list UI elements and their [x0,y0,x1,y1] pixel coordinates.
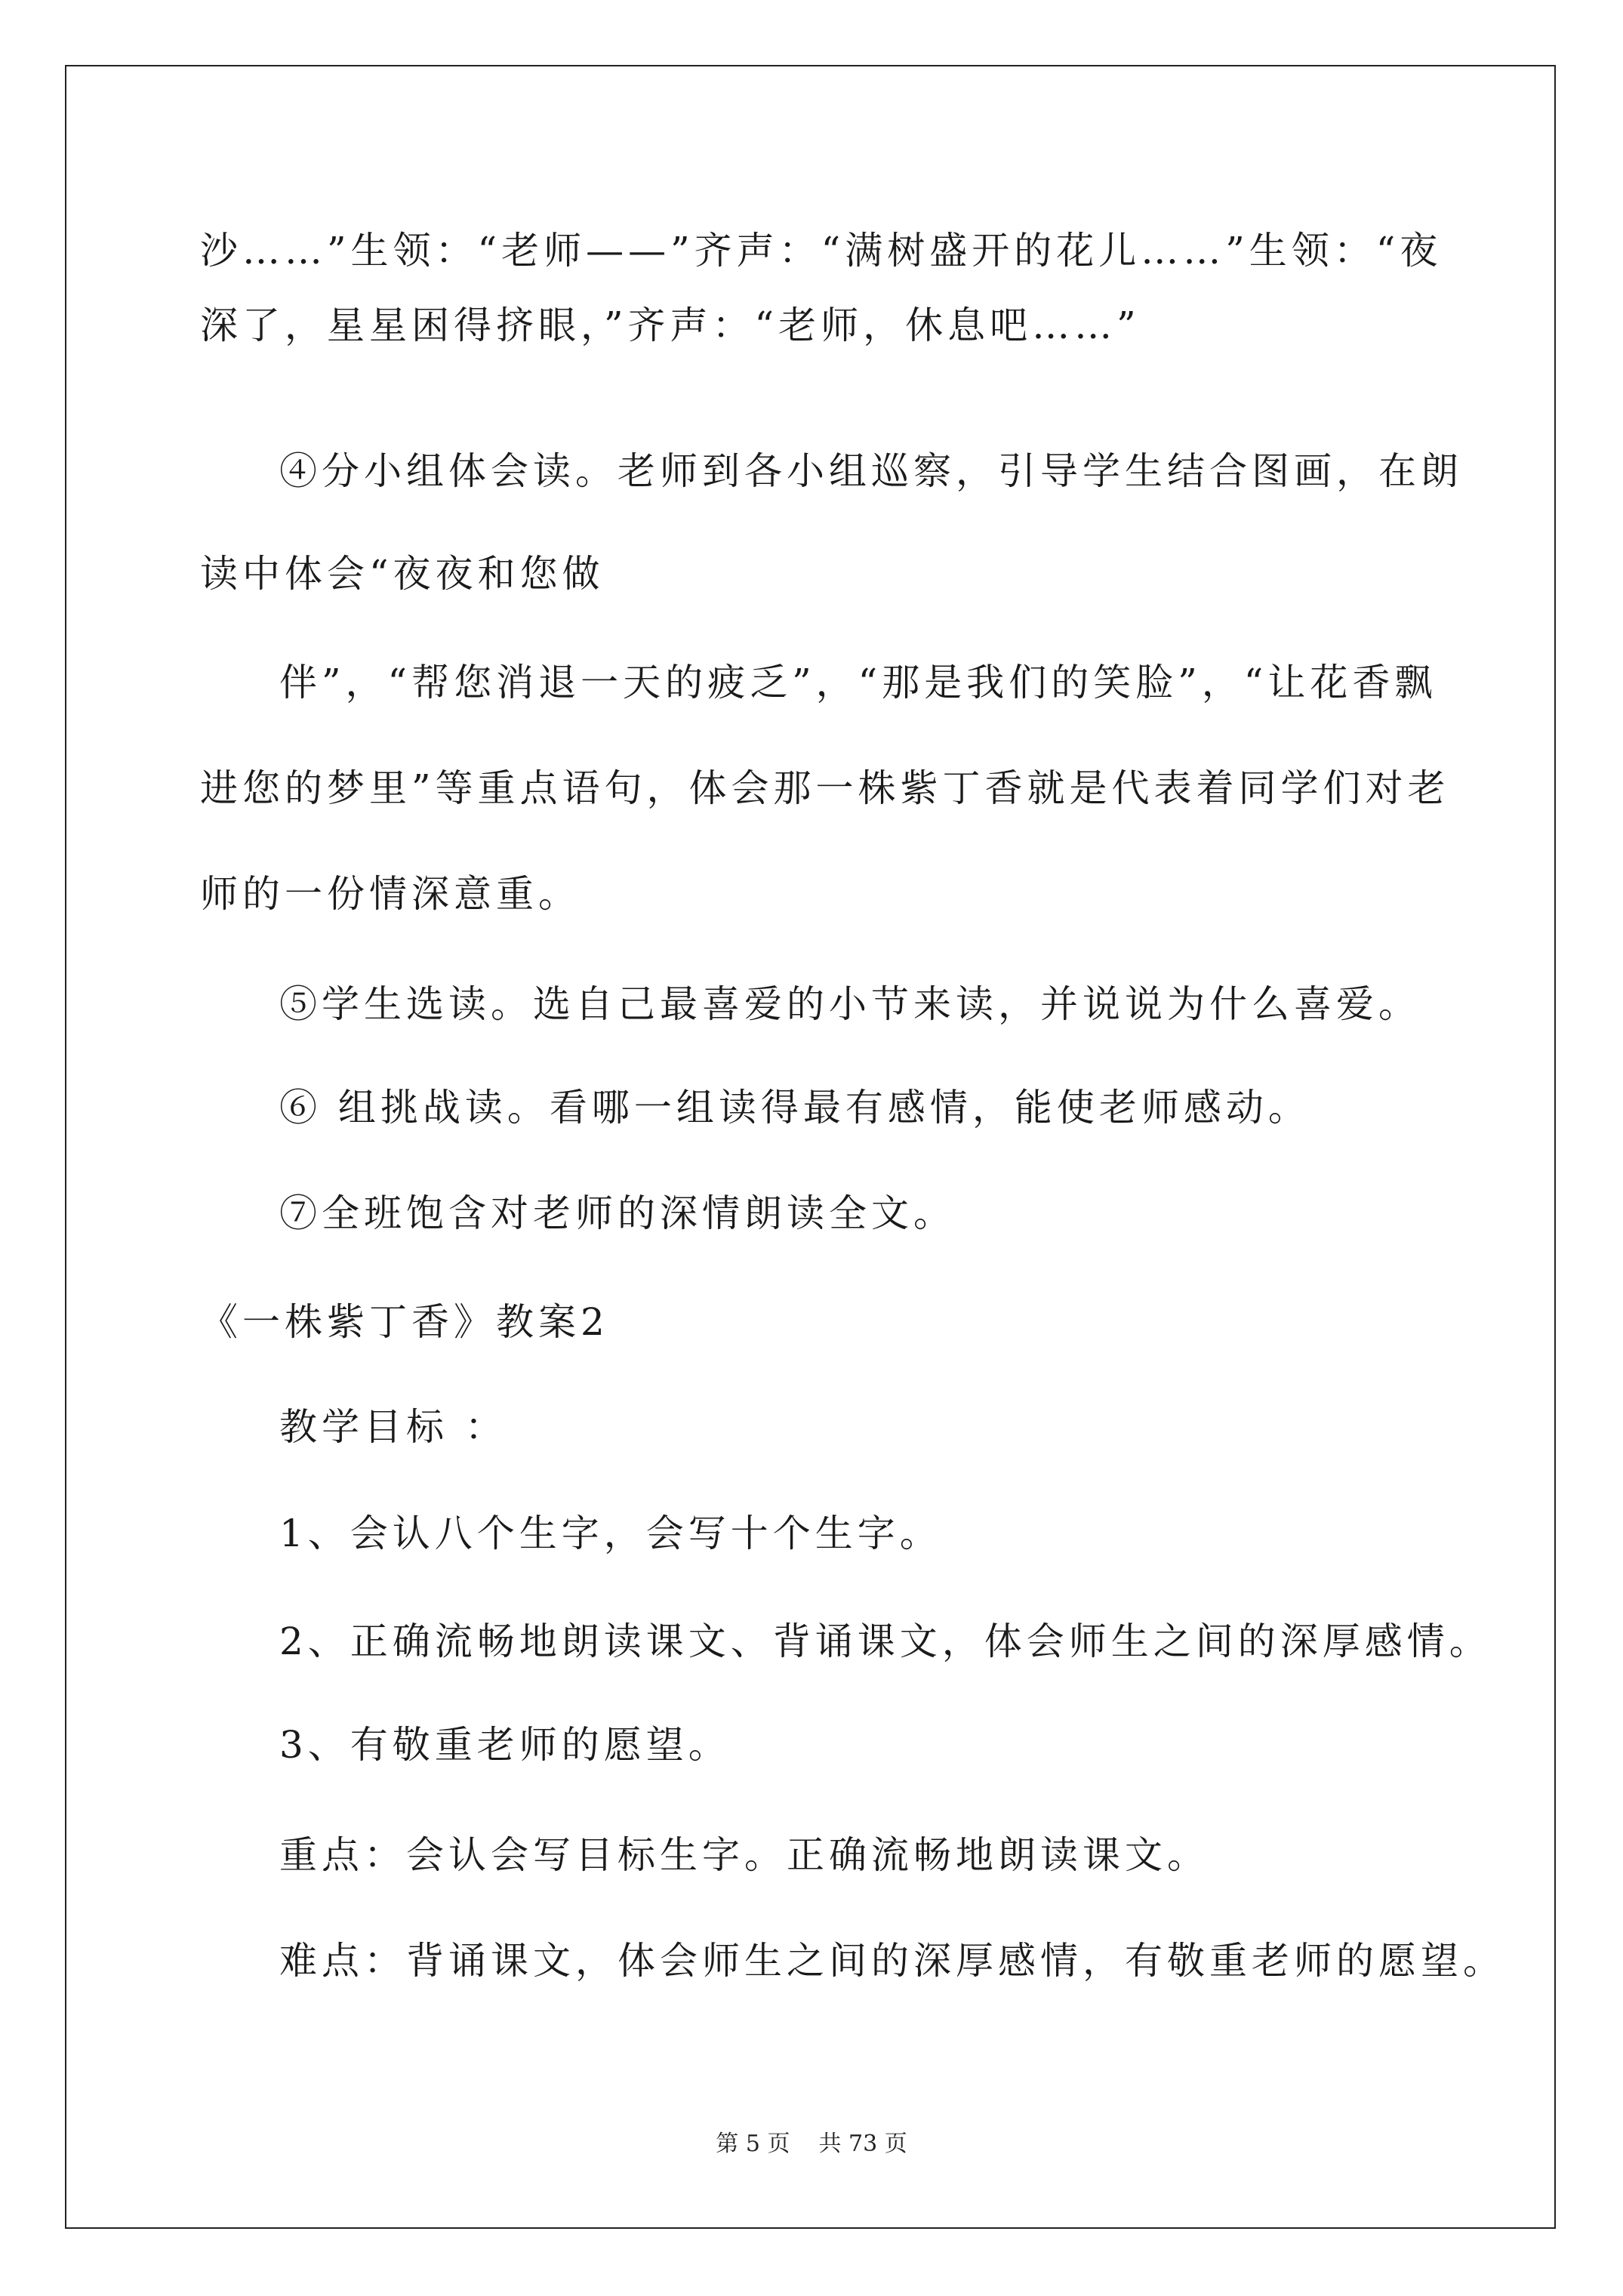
page-number: 第 5 页 [716,2131,790,2157]
text-line: ⑤学生选读。选自己最喜爱的小节来读，并说说为什么喜爱。 [279,982,1421,1026]
text-line: 2、正确流畅地朗读课文、背诵课文，体会师生之间的深厚感情。 [279,1620,1492,1663]
text-line: 教学目标 ： [279,1405,507,1449]
text-line: 重点：会认会写目标生字。正确流畅地朗读课文。 [279,1833,1209,1877]
page-footer [0,2129,1623,2159]
text-line: ⑥ 组挑战读。看哪一组读得最有感情，能使老师感动。 [279,1086,1310,1130]
text-line: 进您的梦里”等重点语句，体会那一株紫丁香就是代表着同学们对老 [200,766,1450,810]
section-heading: 《一株紫丁香》教案2 [200,1300,609,1344]
text-line: 读中体会“夜夜和您做 [200,552,605,596]
text-line: 师的一份情深意重。 [200,872,581,916]
text-line: ⑦全班饱含对老师的深情朗读全文。 [279,1191,956,1235]
text-line: 难点：背诵课文，体会师生之间的深厚感情，有敬重老师的愿望。 [279,1939,1505,1983]
text-line: 伴”，“帮您消退一天的疲乏”，“那是我们的笑脸”，“让花香飘 [279,661,1437,704]
page-total: 共 73 页 [818,2131,907,2157]
text-line: 深了，星星困得挤眼，”齐声：“老师，休息吧……” [200,304,1141,347]
text-line: ④分小组体会读。老师到各小组巡察，引导学生结合图画，在朗 [279,449,1463,493]
page-border [65,65,1556,2229]
text-line: 1、会认八个生字，会写十个生字。 [279,1512,942,1555]
text-line: 3、有敬重老师的愿望。 [279,1723,731,1767]
text-line: 沙……”生领：“老师——”齐声：“满树盛开的花儿……”生领：“夜 [200,229,1443,273]
